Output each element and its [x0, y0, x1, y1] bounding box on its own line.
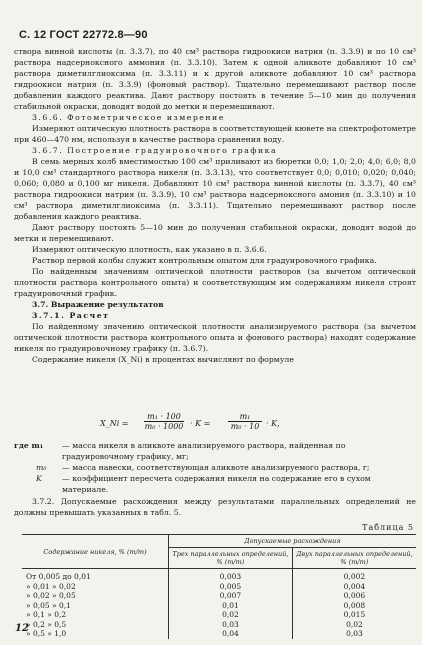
cell-three-determinations: 0,03: [169, 620, 293, 630]
cell-two-determinations: 0,02: [292, 620, 416, 630]
page-header: С. 12 ГОСТ 22772.8—90: [19, 29, 148, 41]
table-row: [22, 601, 416, 611]
formula-numerator: m₁ · 100: [144, 412, 184, 422]
body-text: [14, 46, 416, 365]
paragraph: Измеряют оптическую плотность, как указано в п. 3.6.6.: [32, 245, 267, 254]
cell-content-range: » 0,02 » 0,05: [26, 591, 76, 600]
table-body: [22, 569, 416, 639]
column-header-two: Двух параллельных определений, % (m/m): [292, 548, 416, 569]
column-group-header: Допускаемые расхождения: [169, 535, 417, 548]
paragraph: В семь мерных колб вместимостью 100 см³ приливают из бюретки 0,0; 1,0; 2,0; 4,0; 6,0; 8,0 и 10,0 см³ стандартного раствора никеля (п. 3.3.13), что соответствует 0,0; 0,010; 0,020; 0,040; 0,060; 0,080 и 0,100 мг никеля. Добавляют 10 см³ раствора винной кислоты (п. 3.3.7), 40 см³ раствора гидроокиси натрия (п. 3.3.9), 10 см³ раствора надсерноксного амония (п. 3.3.10) и 10 см³ раствора диметилглиоксима (п. 3.3.11). Тщательно перемешивают раствор после добавления каждого реактива.: [14, 157, 416, 221]
definition-row: [14, 462, 416, 473]
table-row: [22, 569, 416, 582]
table-row: [22, 620, 416, 630]
cell-content-range: » 0,1 » 0,2: [26, 610, 67, 619]
definition-text: — масса никеля в аликвоте анализируемого раствора, найденная по градуировочному графику, мг;: [62, 441, 346, 461]
cell-two-determinations: 0,006: [292, 591, 416, 601]
paragraph: Измеряют оптическую плотность раствора в соответствующей кювете на спектрофотометре при 460—470 нм, используя в качестве раствора сравнения воду.: [14, 124, 416, 144]
cell-content-range: От 0,005 до 0,01: [26, 572, 91, 581]
table-row: [22, 582, 416, 592]
cell-content-range: » 0,2 » 0,5: [26, 619, 67, 629]
column-header-content: Содержание никеля, % (m/m): [22, 535, 169, 569]
cell-three-determinations: 0,01: [169, 601, 293, 611]
definition-row: [14, 473, 416, 495]
cell-three-determinations: 0,003: [169, 569, 293, 582]
section-heading: 3.6.6. Фотометрическое измерение: [32, 113, 225, 122]
section-heading: 3.7.1. Расчет: [32, 311, 110, 320]
definition-key: m₀: [36, 463, 47, 472]
paragraph: По найденному значению оптической плотности анализируемого раствора (за вычетом оптической плотности раствора контрольного опыта и фонового раствора) находят содержание никеля по градуировочному графику (п. 3.6.7).: [14, 322, 416, 353]
formula-denominator: m₀ · 10: [230, 422, 260, 431]
formula-fraction-1: [144, 412, 184, 431]
formula-denominator: m₀ · 1000: [144, 422, 184, 431]
definition-text: — масса навески, соответствующая аликвоте анализируемого раствора, г;: [62, 463, 370, 472]
paragraph: По найденным значениям оптической плотности растворов (за вычетом оптической плотности раствора контрольного опыта) и соответствующим им содержаниям никеля строят градуировочный график.: [14, 267, 416, 298]
cell-three-determinations: 0,04: [169, 629, 293, 639]
formula-numerator: m₁: [228, 412, 262, 422]
cell-two-determinations: 0,002: [292, 569, 416, 582]
cell-content-range: » 0,01 » 0,02: [26, 581, 76, 591]
table-caption: Таблица 5: [362, 523, 414, 532]
formula-operator: · K =: [190, 419, 211, 428]
definition-key: где m₁: [14, 441, 44, 450]
cell-content-range: » 0,05 » 0,1: [26, 600, 71, 610]
cell-two-determinations: 0,03: [292, 629, 416, 639]
cell-three-determinations: 0,02: [169, 610, 293, 620]
cell-content-range: » 0,5 » 1,0: [26, 629, 67, 638]
paragraph: Содержание никеля (X_Ni) в процентах вычисляют по формуле: [32, 355, 294, 364]
formula: [100, 412, 400, 436]
definition-text: — коэффициент пересчета содержания никеля на содержание его в сухом материале.: [62, 474, 371, 494]
paragraph: Дают раствору постоять 5—10 мин до получения стабильной окраски, доводят водой до метки и перемешивают.: [14, 223, 416, 243]
table-row: [22, 610, 416, 620]
tolerance-table: [22, 534, 416, 639]
tolerance-note: 3.7.2. Допускаемые расхождения между результатами параллельных определений не должны превышать указанных в табл. 5.: [14, 497, 416, 517]
paragraph: створа винной кислоты (п. 3.3.7), по 40 см³ раствора гидроокиси натрия (п. 3.3.9) и по 10 см³ раствора надсерноксного аммония (п. 3.3.10). Затем к одной аликвоте добавляют 10 см³ раствора диметилглиоксима (п. 3.3.11) и к другой аликвоте добавляют 10 см³ раствора гидроокиси натрия (п. 3.3.9) (фоновый раствор). Тщательно перемешивают раствор после добавления каждого реактива. Дают раствору постоять в течение 5—10 мин до получения стабильной окраски, доводят водой до метки и перемешивают.: [14, 47, 416, 111]
cell-three-determinations: 0,005: [169, 582, 293, 592]
cell-two-determinations: 0,004: [292, 582, 416, 592]
definition-row: [14, 440, 416, 462]
page-number: 12: [15, 623, 29, 634]
formula-definitions: [14, 440, 416, 495]
section-heading: 3.6.7. Построение градуировочного графика: [32, 146, 278, 155]
table-row: [22, 591, 416, 601]
cell-two-determinations: 0,008: [292, 601, 416, 611]
section-heading: 3.7. Выражение результатов: [32, 300, 164, 309]
table-row: [22, 629, 416, 639]
definition-key: K: [36, 474, 42, 483]
formula-lhs: X_Ni =: [100, 419, 129, 428]
formula-fraction-2: [228, 412, 262, 431]
column-header-three: Трех параллельных определений, % (m/m): [169, 548, 293, 569]
cell-three-determinations: 0,007: [169, 591, 293, 601]
formula-operator: · K,: [266, 419, 280, 428]
paragraph: Раствор первой колбы служит контрольным опытом для градуировочного графика.: [32, 256, 377, 265]
cell-two-determinations: 0,015: [292, 610, 416, 620]
